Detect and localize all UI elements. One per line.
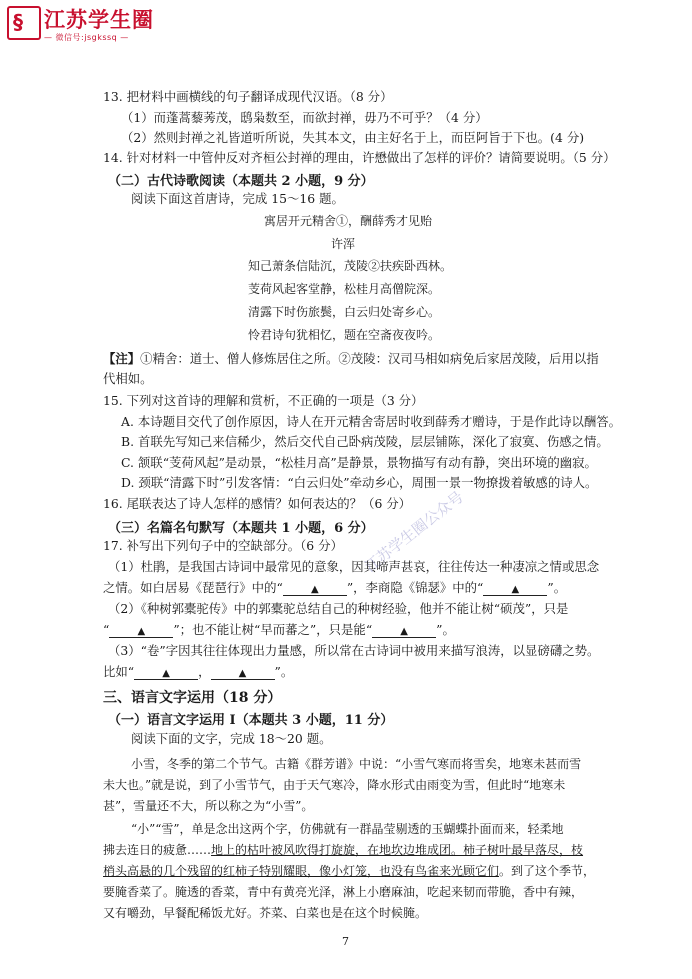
poem-title: 寓居开元精舍①，酬薛秀才见贻 [264, 214, 433, 228]
passage-p2-line3 [103, 862, 595, 879]
q17-text: ”；也不能让树“早而蕃之”，只是能“ [173, 622, 373, 637]
section-poetry-heading: （二）古代诗歌阅读（本题共 2 小题，9 分） [108, 174, 374, 189]
underlined-text: 地上的枯叶被风吹得打旋旋，在地坎边堆成团。柿子树叶最早落尽，枝 [211, 843, 584, 857]
note-text: ①精舍：道士、僧人修炼居住之所。②茂陵：汉司马相如病免后家居茂陵，后用以指 [140, 351, 599, 366]
passage-p2-line2 [103, 841, 583, 858]
part3-heading: 三、语言文字运用（18 分） [103, 690, 282, 706]
poem-note-line2: 代相如。 [103, 371, 153, 386]
passage-p2-line4: 要腌香菜了。腌透的香菜，青中有黄亮光泽，淋上小磨麻油，吃起来韧而带脆，香中有辣， [103, 885, 584, 899]
q15-option-c: C. 颔联“芰荷风起”是动景，“松桂月高”是静景，景物描写有动有静，突出环境的幽寂。 [121, 455, 597, 470]
q13-part1: （1）而蓬蒿藜莠茂，鸱枭数至，而欲封禅，毋乃不可乎？（4 分） [121, 110, 488, 125]
q15-option-d: D. 颈联“清露下时”引发客情：“白云归处”牵动乡心，周围一景一物撩拨着敏感的诗人。 [121, 475, 598, 490]
q16-stem: 16. 尾联表达了诗人怎样的感情？如何表达的？（6 分） [103, 496, 412, 511]
passage-p1-line1: 小雪，冬季的第二个节气。古籍《群芳谱》中说：“小雪气寒而将雪矣，地寒未甚而雪 [131, 757, 582, 771]
q17-text: ”，李商隐《锦瑟》中的“ [346, 580, 484, 595]
passage-p1-line3: 甚”，雪量还不大，所以称之为“小雪”。 [103, 799, 314, 813]
q17-line3: （2）《种树郭橐驼传》中的郭橐驼总结自己的种树经验，他并不能让树“硕茂”，只是 [108, 601, 569, 616]
passage-p2-line1: “小”“雪”，单是念出这两个字，仿佛就有一群晶莹剔透的玉蝴蝶扑面而来，轻柔地 [131, 822, 564, 836]
part3-subheading: （一）语言文字运用 I（本题共 3 小题，11 分） [108, 713, 394, 728]
passage-text: 。到了这个季节， [499, 864, 596, 878]
answer-blank[interactable]: ▲ [134, 666, 198, 680]
q17-line5: （3）“卷”字因其往往体现出力量感，所以常在古诗词中被用来描写浪涛，以显磅礴之势。 [108, 643, 600, 658]
q17-text: ”。 [547, 580, 567, 595]
part3-intro: 阅读下面的文字，完成 18～20 题。 [131, 731, 332, 746]
q17-line6 [103, 664, 293, 680]
section-recitation-heading: （三）名篇名句默写（本题共 1 小题，6 分） [108, 521, 374, 536]
q17-line2 [103, 580, 566, 596]
q17-text: “ [103, 622, 110, 637]
q15-option-b: B. 首联先写知己来信稀少，然后交代自己卧病茂陵，层层铺陈，深化了寂寞、伤感之情。 [121, 434, 609, 449]
watermark: 江苏学生圈公众号 [361, 487, 467, 576]
brand-wechat-id: — 微信号:jsgkssq — [44, 33, 129, 42]
q15-option-a: A. 本诗题目交代了创作原因，诗人在开元精舍寄居时收到薛秀才赠诗，于是作此诗以酬答。 [121, 414, 622, 429]
brand-logo-icon [7, 6, 41, 40]
answer-blank[interactable]: ▲ [109, 624, 173, 638]
poetry-intro: 阅读下面这首唐诗，完成 15～16 题。 [131, 191, 344, 206]
q13-part2: （2）然则封禅之礼皆道听所说，失其本文，由主好名于上，而臣阿旨于下也。(4 分) [121, 130, 585, 145]
q17-line1: （1）杜鹃，是我国古诗词中最常见的意象，因其啼声甚哀，往往传达一种凄凉之情或思念 [108, 559, 600, 574]
answer-blank[interactable]: ▲ [483, 582, 547, 596]
page-number: 7 [342, 935, 349, 948]
q17-stem: 17. 补写出下列句子中的空缺部分。（6 分） [103, 538, 343, 553]
passage-p2-line5: 又有嚼劲，早餐配稀饭尤好。芥菜、白菜也是在这个时候腌。 [103, 906, 428, 920]
note-label: 【注】 [103, 351, 141, 366]
poem-line: 清露下时伤旅鬓，白云归处寄乡心。 [248, 305, 441, 319]
q13-stem: 13. 把材料中画横线的句子翻译成现代汉语。（8 分） [103, 89, 393, 104]
brand-name: 江苏学生圈 [44, 8, 154, 32]
q17-line4 [103, 622, 455, 638]
q17-text: ”。 [274, 664, 294, 679]
poem-line: 知己萧条信陆沉，茂陵②扶疾卧西林。 [248, 259, 453, 273]
passage-p1-line2: 未大也。”就是说，到了小雪节气，由于天气寒冷，降水形式由雨变为雪，但此时“地寒未 [103, 778, 566, 792]
answer-blank[interactable]: ▲ [211, 666, 275, 680]
answer-blank[interactable]: ▲ [283, 582, 347, 596]
poem-line: 芰荷风起客堂静，松桂月高僧院深。 [248, 282, 441, 296]
passage-text: 拂去连日的疲惫…… [103, 843, 212, 857]
q17-text: 比如“ [103, 664, 135, 679]
q15-stem: 15. 下列对这首诗的理解和赏析，不正确的一项是（3 分） [103, 393, 424, 408]
q17-text: ， [198, 664, 211, 679]
q17-text: 之情。如白居易《琵琶行》中的“ [103, 580, 283, 595]
q17-text: ”。 [436, 622, 455, 637]
underlined-text: 梢头高悬的几个残留的红柿子特别耀眼，像小灯笼，也没有鸟雀来光顾它们 [103, 864, 500, 878]
poem-author: 许浑 [331, 237, 356, 251]
answer-blank[interactable]: ▲ [372, 624, 436, 638]
q14-stem: 14. 针对材料一中管仲反对齐桓公封禅的理由，许懋做出了怎样的评价？请简要说明。（5 分） [103, 150, 616, 165]
poem-line: 怜君诗句犹相忆，题在空斋夜夜吟。 [248, 328, 441, 342]
poem-note-line1 [103, 351, 599, 367]
logo-glyph: § [13, 10, 23, 34]
